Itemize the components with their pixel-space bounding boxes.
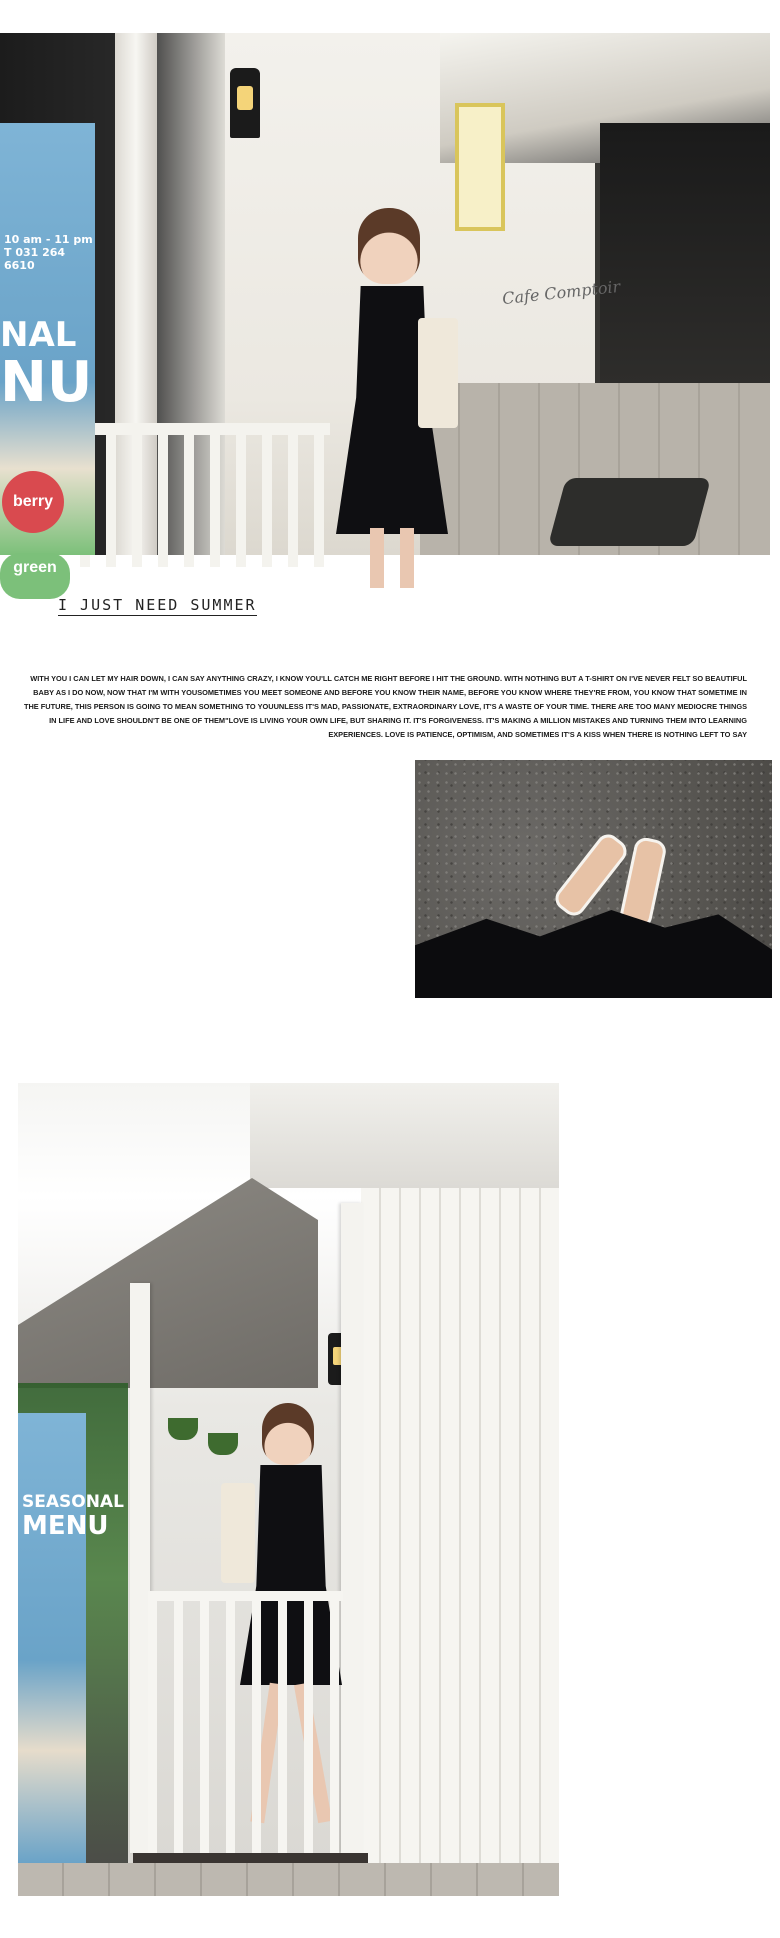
- model-head: [262, 1403, 314, 1465]
- banner-hours-line: 10 am - 11 pm: [4, 233, 93, 246]
- green-badge: green: [0, 553, 70, 599]
- model-leg-right: [400, 528, 414, 588]
- banner-hours: [4, 233, 95, 273]
- decorative-window: [455, 103, 505, 231]
- model-leg-left: [370, 528, 384, 588]
- banner-phone-line: T 031 264 6610: [4, 246, 66, 273]
- porch-seated-photo: [18, 1083, 559, 1896]
- drain-cover: [548, 478, 711, 546]
- banner-word-1: NAL: [0, 315, 77, 355]
- porch-roof: [250, 1083, 559, 1188]
- menu-banner-2: [18, 1413, 124, 1863]
- banner2-word-2: MENU: [22, 1510, 109, 1541]
- tote-bag: [221, 1483, 255, 1583]
- menu-banner: [0, 123, 95, 555]
- banner-word-2: NU: [0, 349, 93, 415]
- section-title: I JUST NEED SUMMER: [58, 596, 257, 614]
- body-paragraph: WITH YOU I CAN LET MY HAIR DOWN, I CAN SAY ANYTHING CRAZY, I KNOW YOU'LL CATCH ME RIGHT BEFORE I HIT THE GROUND. WITH NOTHING BUT A T-SHIRT ON I'VE NEVER FELT SO BEAUTIFUL BABY AS I DO NOW, NOW THAT I'M WITH YOUSOMETIMES YOU MEET SOMEONE AND BEFORE YOU KNOW THEIR NAME, BEFORE YOU KNOW WHERE THEY'RE FROM, YOU KNOW THAT SOMETIME IN THE FUTURE, THIS PERSON IS GOING TO MEAN SOMETHING TO YOUUNLESS IT'S MAD, PASSIONATE, EXTRAORDINARY LOVE, IT'S A WASTE OF YOUR TIME. THERE ARE TOO MANY MEDIOCRE THINGS IN LIFE AND LOVE SHOULDN'T BE ONE OF THEM"LOVE IS LIVING YOUR OWN LIFE, BUT SHARING IT. IT'S FORGIVENESS. IT'S MAKING A MILLION MISTAKES AND TURNING THEM INTO LEARNING EXPERIENCES. LOVE IS PATIENCE, OPTIMISM, AND SOMETIMES IT'S A KISS WHEN THERE IS NOTHING LEFT TO SAY: [23, 674, 747, 739]
- dark-corridor: [600, 123, 770, 383]
- wall-sign: Cafe Comptoir: [501, 276, 622, 309]
- porch-post-left: [130, 1283, 150, 1853]
- banner-headline: [0, 315, 93, 415]
- porch-railing: [148, 1591, 343, 1875]
- berry-badge: berry: [2, 471, 64, 533]
- banner-headline-2: [22, 1493, 124, 1540]
- tote-bag: [418, 318, 458, 428]
- sandals-detail-photo: [415, 760, 772, 998]
- white-wood-wall: [361, 1188, 559, 1868]
- hanging-basket: [168, 1418, 198, 1440]
- awning: [18, 1178, 318, 1388]
- hanging-basket: [208, 1433, 238, 1455]
- tiled-pavement: [18, 1863, 559, 1896]
- model-standing: [328, 208, 458, 588]
- cafe-storefront-photo: [0, 33, 770, 576]
- wall-lamp-icon: [230, 68, 260, 138]
- model-head: [358, 208, 420, 284]
- banner2-word-1: SEASONAL: [22, 1492, 124, 1512]
- porch-railing: [80, 423, 330, 567]
